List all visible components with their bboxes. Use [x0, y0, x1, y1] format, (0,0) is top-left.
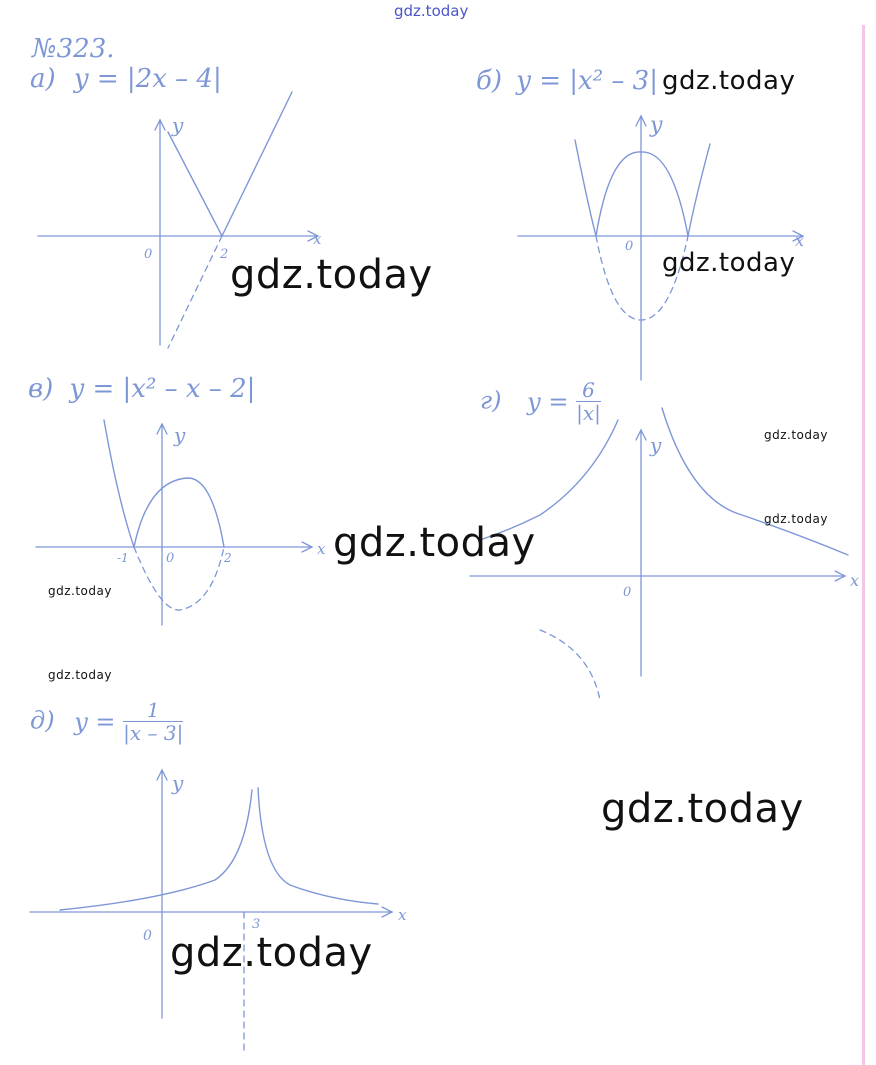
graph-g-prefix: y = [527, 388, 569, 416]
graph-a-formula: y = |2x – 4| [73, 64, 222, 94]
watermark: gdz.today [48, 668, 112, 682]
graph-d-x-label: x [398, 906, 407, 924]
watermark: gdz.today [764, 428, 828, 442]
graph-g-x-label: x [850, 571, 860, 590]
problem-number: №323. [32, 34, 115, 64]
graph-a-label: а) [30, 64, 56, 94]
graph-a-origin: 0 [144, 247, 153, 262]
graph-a [38, 92, 322, 348]
graph-v-formula: y = |x² – x – 2| [69, 374, 256, 404]
graph-v-x-label: x [317, 540, 326, 558]
graph-g-label: г) [480, 386, 502, 415]
graph-d-origin: 0 [143, 928, 152, 944]
graph-v-dashed [134, 547, 224, 610]
graph-g-denominator: |x| [576, 401, 601, 425]
graph-d-curve-right [258, 788, 378, 904]
graph-d-numerator: 1 [123, 700, 183, 722]
graph-v-origin: 0 [166, 551, 175, 566]
graph-b-curve [575, 140, 710, 236]
graph-b-x-label: x [795, 231, 805, 250]
graph-v-y-label: y [174, 423, 186, 447]
graph-d-curve-left [60, 790, 252, 910]
watermark: gdz.today [170, 930, 373, 976]
watermark: gdz.today [601, 786, 804, 832]
watermark: gdz.today [662, 248, 796, 278]
graph-d-tick-3: 3 [252, 917, 261, 932]
header-watermark: gdz.today [394, 2, 469, 20]
graph-b-y-label: y [650, 113, 663, 138]
graph-d-y-label: y [172, 771, 184, 795]
watermark: gdz.today [662, 66, 796, 96]
graph-v-label: в) [28, 374, 54, 404]
graph-d-denominator: |x – 3| [123, 721, 184, 745]
graph-v-tick-2: 2 [224, 551, 232, 565]
graph-b-origin: 0 [625, 239, 634, 254]
graph-d-label: д) [30, 706, 55, 735]
graph-g-numerator: 6 [576, 380, 601, 402]
watermark: gdz.today [333, 520, 536, 566]
graph-b [518, 113, 804, 380]
graph-a-x-label: x [313, 230, 322, 248]
graph-a-dashed [168, 236, 222, 348]
watermark: gdz.today [764, 512, 828, 526]
graph-v-curve [104, 420, 224, 547]
graph-b-formula: y = |x² – 3| [516, 66, 658, 96]
graph-a-y-label: y [172, 113, 184, 137]
graph-g-origin: 0 [623, 585, 632, 600]
graph-d-prefix: y = [74, 708, 116, 736]
graph-g-dashed [540, 630, 600, 700]
graph-a-curve [168, 92, 292, 236]
graph-a-tick: 2 [220, 247, 229, 262]
graph-g-y-label: y [650, 433, 662, 457]
graph-d [30, 770, 407, 1050]
graph-v-tick-neg1: -1 [117, 551, 129, 565]
watermark: gdz.today [230, 252, 433, 298]
watermark: gdz.today [48, 584, 112, 598]
graph-b-label: б) [476, 66, 503, 96]
